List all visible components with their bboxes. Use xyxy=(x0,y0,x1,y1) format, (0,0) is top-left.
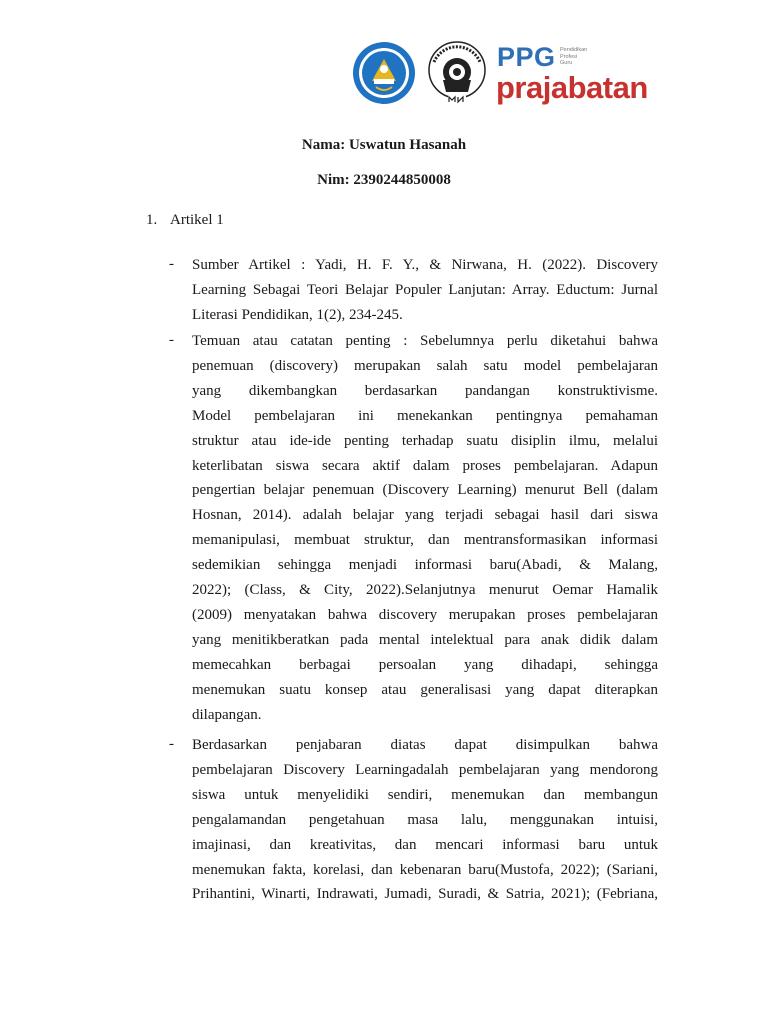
paragraph-temuan: Temuan atau catatan penting : Sebelumnya perlu diketahui bahwa penemuan (discovery) merupakan salah satu model pembelajaran yang dikembangkan berdasarkan pandangan konstruktivisme. Model pembelajaran ini menekankan pentingnya pemahaman struktur atau ide-ide penting terhadap suatu disiplin ilmu, melalui keterlibatan siswa secara aktif dalam proses pembelajaran. Adapun pengertian belajar penemuan (Discovery Learning) menurut Bell (dalam Hosnan, 2014). adalah belajar yang terjadi sebagai hasil dari siswa memanipulasi, membuat struktur, dan mentransformasikan informasi sedemikian sehingga menjadi informasi baru(Abadi, & Malang, 2022); (Class, & City, 2022).Selanjutnya menurut Oemar Hamalik (2009) menyatakan bahwa discovery merupakan proses pembelajaran yang menitikberatkan pada mental intelektual para anak didik dalam memecahkan berbagai persoalan yang dihadapi, sehingga menemukan suatu konsep atau generalisasi yang dapat diterapkan dilapangan. xyxy=(192,333,658,723)
bullet-mark: - xyxy=(169,736,174,752)
paragraph-kesimpulan: Berdasarkan penjabaran diatas dapat disimpulkan bahwa pembelajaran Discovery Learningadalah pembelajaran yang mendorong siswa untuk menyelidiki sendiri, menemukan dan membangun pengalamandan pengetahuan masa lalu, menggunakan intuisi, imajinasi, dan kreativitas, dan mencari informasi baru untuk menemukan fakta, korelasi, dan kebenaran baru(Mustofa, 2022); (Sariani, Prihantini, Winarti, Indrawati, Jumadi, Suradi, & Satria, 2021); (Febriana, xyxy=(192,737,658,903)
list-item-artikel xyxy=(146,212,224,229)
ppg-logo-subtitle: Pendidikan Profesi Guru xyxy=(560,47,588,66)
prajabatan-logo-text: prajabatan xyxy=(496,70,648,105)
list-item-label: Artikel 1 xyxy=(170,212,224,228)
student-name: Nama: Uswatun Hasanah xyxy=(301,137,467,153)
ppg-prajabatan-logo xyxy=(496,40,646,106)
student-nim: Nim: 2390244850008 xyxy=(317,172,451,188)
paragraph-sumber-artikel: Sumber Artikel : Yadi, H. F. Y., & Nirwana, H. (2022). Discovery Learning Sebagai Teori Belajar Populer Lanjutan: Array. Eductum: Jurnal Literasi Pendidikan, 1(2), 234-245. xyxy=(192,257,658,323)
bullet-mark: - xyxy=(169,332,174,348)
unm-logo-icon xyxy=(424,40,490,106)
ppg-logo-text: PPG xyxy=(497,42,556,72)
list-number: 1. xyxy=(146,212,158,228)
kemendikbud-logo-icon xyxy=(352,41,416,105)
bullet-mark: - xyxy=(169,256,174,272)
header-logos xyxy=(352,40,646,106)
